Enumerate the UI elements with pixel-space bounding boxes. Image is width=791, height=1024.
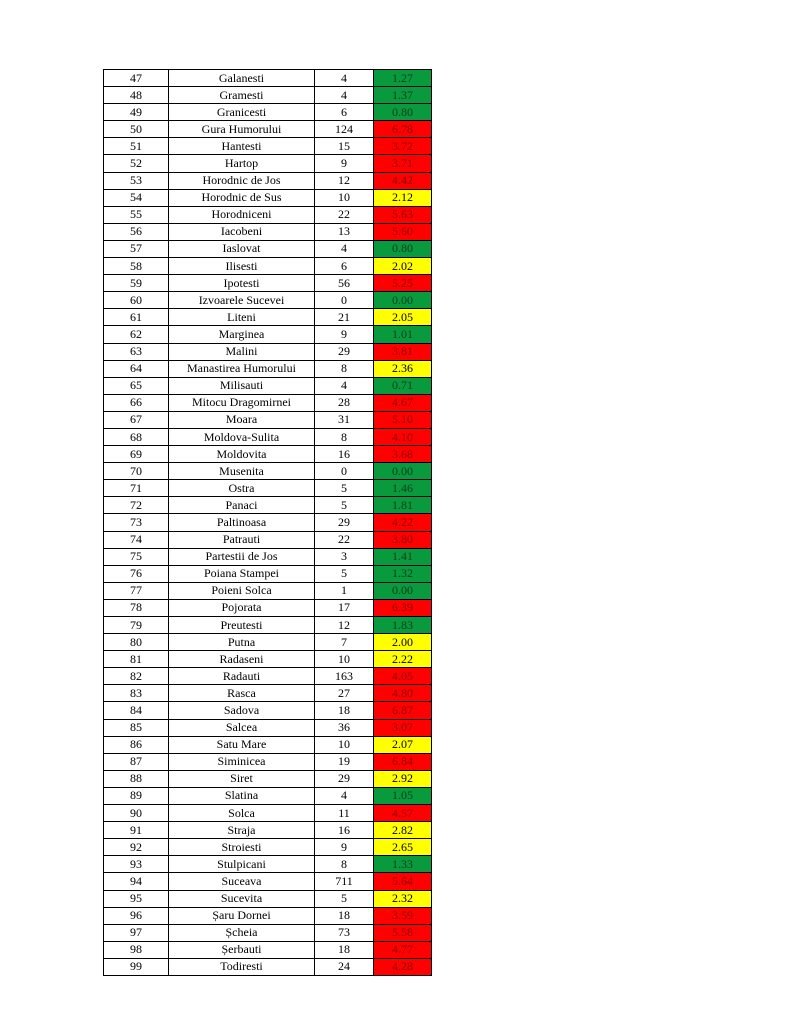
row-number-cell: 88 [104, 770, 169, 787]
locality-name-cell: Stulpicani [169, 856, 315, 873]
incidence-rate-cell: 2.07 [374, 736, 432, 753]
locality-name-cell: Stroiesti [169, 839, 315, 856]
table-row [104, 206, 432, 223]
incidence-rate-cell: 2.65 [374, 839, 432, 856]
row-number-cell: 57 [104, 240, 169, 257]
table-row [104, 548, 432, 565]
case-count-cell: 5 [315, 890, 374, 907]
incidence-rate-cell: 1.33 [374, 856, 432, 873]
incidence-rate-cell: 2.36 [374, 360, 432, 377]
case-count-cell: 5 [315, 480, 374, 497]
case-count-cell: 21 [315, 309, 374, 326]
incidence-rate-cell: 1.27 [374, 70, 432, 87]
table-row [104, 941, 432, 958]
row-number-cell: 74 [104, 531, 169, 548]
case-count-cell: 10 [315, 736, 374, 753]
incidence-rate-cell: 3.71 [374, 155, 432, 172]
row-number-cell: 55 [104, 206, 169, 223]
row-number-cell: 76 [104, 565, 169, 582]
locality-name-cell: Izvoarele Sucevei [169, 292, 315, 309]
table-row [104, 668, 432, 685]
table-row [104, 599, 432, 616]
table-row [104, 121, 432, 138]
incidence-rate-cell: 4.42 [374, 172, 432, 189]
row-number-cell: 83 [104, 685, 169, 702]
table-row [104, 258, 432, 275]
incidence-rate-cell: 0.80 [374, 104, 432, 121]
table-row [104, 787, 432, 804]
row-number-cell: 70 [104, 463, 169, 480]
row-number-cell: 56 [104, 223, 169, 240]
locality-name-cell: Horodniceni [169, 206, 315, 223]
locality-name-cell: Manastirea Humorului [169, 360, 315, 377]
table-row [104, 360, 432, 377]
table-row [104, 480, 432, 497]
incidence-rate-cell: 2.00 [374, 634, 432, 651]
locality-name-cell: Șcheia [169, 924, 315, 941]
row-number-cell: 73 [104, 514, 169, 531]
row-number-cell: 77 [104, 582, 169, 599]
row-number-cell: 87 [104, 753, 169, 770]
row-number-cell: 84 [104, 702, 169, 719]
row-number-cell: 81 [104, 651, 169, 668]
row-number-cell: 64 [104, 360, 169, 377]
table-row [104, 565, 432, 582]
incidence-rate-cell: 4.80 [374, 685, 432, 702]
table-row [104, 719, 432, 736]
case-count-cell: 5 [315, 497, 374, 514]
case-count-cell: 4 [315, 240, 374, 257]
case-count-cell: 3 [315, 548, 374, 565]
locality-name-cell: Horodnic de Sus [169, 189, 315, 206]
locality-name-cell: Paltinoasa [169, 514, 315, 531]
case-count-cell: 18 [315, 907, 374, 924]
incidence-rate-cell: 4.22 [374, 514, 432, 531]
incidence-rate-cell: 3.80 [374, 531, 432, 548]
table-row [104, 770, 432, 787]
row-number-cell: 78 [104, 599, 169, 616]
case-count-cell: 8 [315, 428, 374, 445]
case-count-cell: 6 [315, 258, 374, 275]
row-number-cell: 92 [104, 839, 169, 856]
incidence-rate-cell: 1.41 [374, 548, 432, 565]
incidence-table [103, 69, 432, 976]
incidence-rate-cell: 1.83 [374, 617, 432, 634]
locality-name-cell: Sucevita [169, 890, 315, 907]
table-row [104, 394, 432, 411]
table-row [104, 309, 432, 326]
incidence-rate-cell: 2.92 [374, 770, 432, 787]
case-count-cell: 9 [315, 155, 374, 172]
table-row [104, 907, 432, 924]
case-count-cell: 18 [315, 702, 374, 719]
case-count-cell: 4 [315, 377, 374, 394]
row-number-cell: 80 [104, 634, 169, 651]
case-count-cell: 19 [315, 753, 374, 770]
table-row [104, 189, 432, 206]
table-row [104, 685, 432, 702]
table-row [104, 839, 432, 856]
row-number-cell: 61 [104, 309, 169, 326]
incidence-rate-cell: 0.00 [374, 582, 432, 599]
locality-name-cell: Poiana Stampei [169, 565, 315, 582]
case-count-cell: 16 [315, 822, 374, 839]
locality-name-cell: Todiresti [169, 958, 315, 975]
case-count-cell: 0 [315, 292, 374, 309]
locality-name-cell: Salcea [169, 719, 315, 736]
locality-name-cell: Ostra [169, 480, 315, 497]
table-row [104, 377, 432, 394]
row-number-cell: 86 [104, 736, 169, 753]
locality-name-cell: Gramesti [169, 87, 315, 104]
case-count-cell: 10 [315, 189, 374, 206]
table-row [104, 172, 432, 189]
locality-name-cell: Patrauti [169, 531, 315, 548]
locality-name-cell: Suceava [169, 873, 315, 890]
locality-name-cell: Poieni Solca [169, 582, 315, 599]
case-count-cell: 73 [315, 924, 374, 941]
row-number-cell: 58 [104, 258, 169, 275]
case-count-cell: 5 [315, 565, 374, 582]
locality-name-cell: Hantesti [169, 138, 315, 155]
incidence-rate-cell: 1.05 [374, 787, 432, 804]
row-number-cell: 79 [104, 617, 169, 634]
incidence-rate-cell: 0.00 [374, 463, 432, 480]
incidence-rate-cell: 2.22 [374, 651, 432, 668]
incidence-rate-cell: 1.81 [374, 497, 432, 514]
incidence-rate-cell: 5.60 [374, 223, 432, 240]
table-row [104, 651, 432, 668]
row-number-cell: 66 [104, 394, 169, 411]
case-count-cell: 4 [315, 70, 374, 87]
case-count-cell: 0 [315, 463, 374, 480]
locality-name-cell: Milisauti [169, 377, 315, 394]
row-number-cell: 97 [104, 924, 169, 941]
case-count-cell: 36 [315, 719, 374, 736]
locality-name-cell: Siminicea [169, 753, 315, 770]
locality-name-cell: Mitocu Dragomirnei [169, 394, 315, 411]
table-row [104, 275, 432, 292]
row-number-cell: 93 [104, 856, 169, 873]
row-number-cell: 71 [104, 480, 169, 497]
table-body [104, 70, 432, 976]
locality-name-cell: Pojorata [169, 599, 315, 616]
row-number-cell: 89 [104, 787, 169, 804]
table-row [104, 240, 432, 257]
case-count-cell: 22 [315, 531, 374, 548]
locality-name-cell: Preutesti [169, 617, 315, 634]
case-count-cell: 29 [315, 514, 374, 531]
locality-name-cell: Musenita [169, 463, 315, 480]
case-count-cell: 163 [315, 668, 374, 685]
case-count-cell: 11 [315, 805, 374, 822]
table-row [104, 343, 432, 360]
case-count-cell: 31 [315, 411, 374, 428]
incidence-rate-cell: 5.25 [374, 275, 432, 292]
locality-name-cell: Satu Mare [169, 736, 315, 753]
incidence-rate-cell: 0.71 [374, 377, 432, 394]
case-count-cell: 29 [315, 343, 374, 360]
table-row [104, 582, 432, 599]
case-count-cell: 56 [315, 275, 374, 292]
incidence-rate-cell: 5.63 [374, 206, 432, 223]
table-row [104, 890, 432, 907]
locality-name-cell: Moldovita [169, 446, 315, 463]
table-row [104, 497, 432, 514]
case-count-cell: 7 [315, 634, 374, 651]
incidence-rate-cell: 1.01 [374, 326, 432, 343]
incidence-rate-cell: 6.84 [374, 753, 432, 770]
locality-name-cell: Partestii de Jos [169, 548, 315, 565]
table-row [104, 223, 432, 240]
row-number-cell: 48 [104, 87, 169, 104]
row-number-cell: 53 [104, 172, 169, 189]
incidence-rate-cell: 3.72 [374, 138, 432, 155]
table-row [104, 531, 432, 548]
locality-name-cell: Liteni [169, 309, 315, 326]
row-number-cell: 62 [104, 326, 169, 343]
locality-name-cell: Galanesti [169, 70, 315, 87]
case-count-cell: 29 [315, 770, 374, 787]
locality-name-cell: Ilisesti [169, 258, 315, 275]
incidence-rate-cell: 5.64 [374, 873, 432, 890]
locality-name-cell: Siret [169, 770, 315, 787]
row-number-cell: 69 [104, 446, 169, 463]
row-number-cell: 65 [104, 377, 169, 394]
case-count-cell: 4 [315, 787, 374, 804]
case-count-cell: 27 [315, 685, 374, 702]
locality-name-cell: Slatina [169, 787, 315, 804]
row-number-cell: 82 [104, 668, 169, 685]
row-number-cell: 75 [104, 548, 169, 565]
table-row [104, 463, 432, 480]
table-row [104, 924, 432, 941]
locality-name-cell: Moara [169, 411, 315, 428]
locality-name-cell: Ipotesti [169, 275, 315, 292]
table-row [104, 155, 432, 172]
case-count-cell: 124 [315, 121, 374, 138]
incidence-rate-cell: 4.57 [374, 805, 432, 822]
table-row [104, 958, 432, 975]
case-count-cell: 8 [315, 360, 374, 377]
table-row [104, 138, 432, 155]
incidence-rate-cell: 5.58 [374, 924, 432, 941]
row-number-cell: 50 [104, 121, 169, 138]
incidence-rate-cell: 6.39 [374, 599, 432, 616]
table-row [104, 292, 432, 309]
locality-name-cell: Putna [169, 634, 315, 651]
table-row [104, 428, 432, 445]
locality-name-cell: Moldova-Sulita [169, 428, 315, 445]
incidence-rate-cell: 0.80 [374, 240, 432, 257]
case-count-cell: 12 [315, 172, 374, 189]
locality-name-cell: Granicesti [169, 104, 315, 121]
row-number-cell: 99 [104, 958, 169, 975]
row-number-cell: 72 [104, 497, 169, 514]
row-number-cell: 59 [104, 275, 169, 292]
incidence-rate-cell: 2.02 [374, 258, 432, 275]
row-number-cell: 96 [104, 907, 169, 924]
row-number-cell: 85 [104, 719, 169, 736]
row-number-cell: 60 [104, 292, 169, 309]
table-row [104, 87, 432, 104]
table-row [104, 822, 432, 839]
incidence-rate-cell: 1.46 [374, 480, 432, 497]
locality-name-cell: Iaslovat [169, 240, 315, 257]
table-row [104, 446, 432, 463]
row-number-cell: 98 [104, 941, 169, 958]
case-count-cell: 18 [315, 941, 374, 958]
locality-name-cell: Malini [169, 343, 315, 360]
incidence-rate-cell: 2.12 [374, 189, 432, 206]
incidence-rate-cell: 1.32 [374, 565, 432, 582]
locality-name-cell: Iacobeni [169, 223, 315, 240]
row-number-cell: 91 [104, 822, 169, 839]
incidence-rate-cell: 4.05 [374, 668, 432, 685]
incidence-rate-cell: 4.10 [374, 428, 432, 445]
row-number-cell: 51 [104, 138, 169, 155]
incidence-rate-cell: 3.68 [374, 446, 432, 463]
locality-name-cell: Solca [169, 805, 315, 822]
table-row [104, 736, 432, 753]
row-number-cell: 47 [104, 70, 169, 87]
case-count-cell: 1 [315, 582, 374, 599]
row-number-cell: 52 [104, 155, 169, 172]
row-number-cell: 54 [104, 189, 169, 206]
locality-name-cell: Marginea [169, 326, 315, 343]
table-row [104, 70, 432, 87]
row-number-cell: 94 [104, 873, 169, 890]
table-row [104, 856, 432, 873]
row-number-cell: 68 [104, 428, 169, 445]
incidence-rate-cell: 3.59 [374, 907, 432, 924]
incidence-rate-cell: 3.81 [374, 343, 432, 360]
locality-name-cell: Radaseni [169, 651, 315, 668]
locality-name-cell: Rasca [169, 685, 315, 702]
case-count-cell: 711 [315, 873, 374, 890]
locality-name-cell: Radauti [169, 668, 315, 685]
incidence-rate-cell: 5.10 [374, 411, 432, 428]
incidence-rate-cell: 0.00 [374, 292, 432, 309]
case-count-cell: 28 [315, 394, 374, 411]
row-number-cell: 67 [104, 411, 169, 428]
table-row [104, 617, 432, 634]
table-row [104, 514, 432, 531]
incidence-rate-cell: 6.78 [374, 121, 432, 138]
locality-name-cell: Gura Humorului [169, 121, 315, 138]
case-count-cell: 17 [315, 599, 374, 616]
table-row [104, 411, 432, 428]
incidence-rate-cell: 6.87 [374, 702, 432, 719]
locality-name-cell: Hartop [169, 155, 315, 172]
case-count-cell: 12 [315, 617, 374, 634]
case-count-cell: 10 [315, 651, 374, 668]
locality-name-cell: Horodnic de Jos [169, 172, 315, 189]
table-row [104, 702, 432, 719]
row-number-cell: 90 [104, 805, 169, 822]
incidence-rate-cell: 3.07 [374, 719, 432, 736]
incidence-rate-cell: 2.05 [374, 309, 432, 326]
locality-name-cell: Sadova [169, 702, 315, 719]
table-row [104, 634, 432, 651]
table-row [104, 805, 432, 822]
case-count-cell: 24 [315, 958, 374, 975]
case-count-cell: 22 [315, 206, 374, 223]
case-count-cell: 16 [315, 446, 374, 463]
row-number-cell: 49 [104, 104, 169, 121]
incidence-rate-cell: 2.32 [374, 890, 432, 907]
case-count-cell: 13 [315, 223, 374, 240]
locality-name-cell: Panaci [169, 497, 315, 514]
table-row [104, 104, 432, 121]
row-number-cell: 95 [104, 890, 169, 907]
case-count-cell: 6 [315, 104, 374, 121]
incidence-rate-cell: 4.67 [374, 394, 432, 411]
table-row [104, 753, 432, 770]
row-number-cell: 63 [104, 343, 169, 360]
locality-name-cell: Straja [169, 822, 315, 839]
incidence-rate-cell: 1.37 [374, 87, 432, 104]
incidence-rate-cell: 4.77 [374, 941, 432, 958]
case-count-cell: 4 [315, 87, 374, 104]
locality-name-cell: Șaru Dornei [169, 907, 315, 924]
locality-name-cell: Șerbauti [169, 941, 315, 958]
case-count-cell: 9 [315, 839, 374, 856]
incidence-rate-cell: 4.28 [374, 958, 432, 975]
table-row [104, 326, 432, 343]
table-row [104, 873, 432, 890]
case-count-cell: 15 [315, 138, 374, 155]
incidence-rate-cell: 2.82 [374, 822, 432, 839]
case-count-cell: 8 [315, 856, 374, 873]
case-count-cell: 9 [315, 326, 374, 343]
